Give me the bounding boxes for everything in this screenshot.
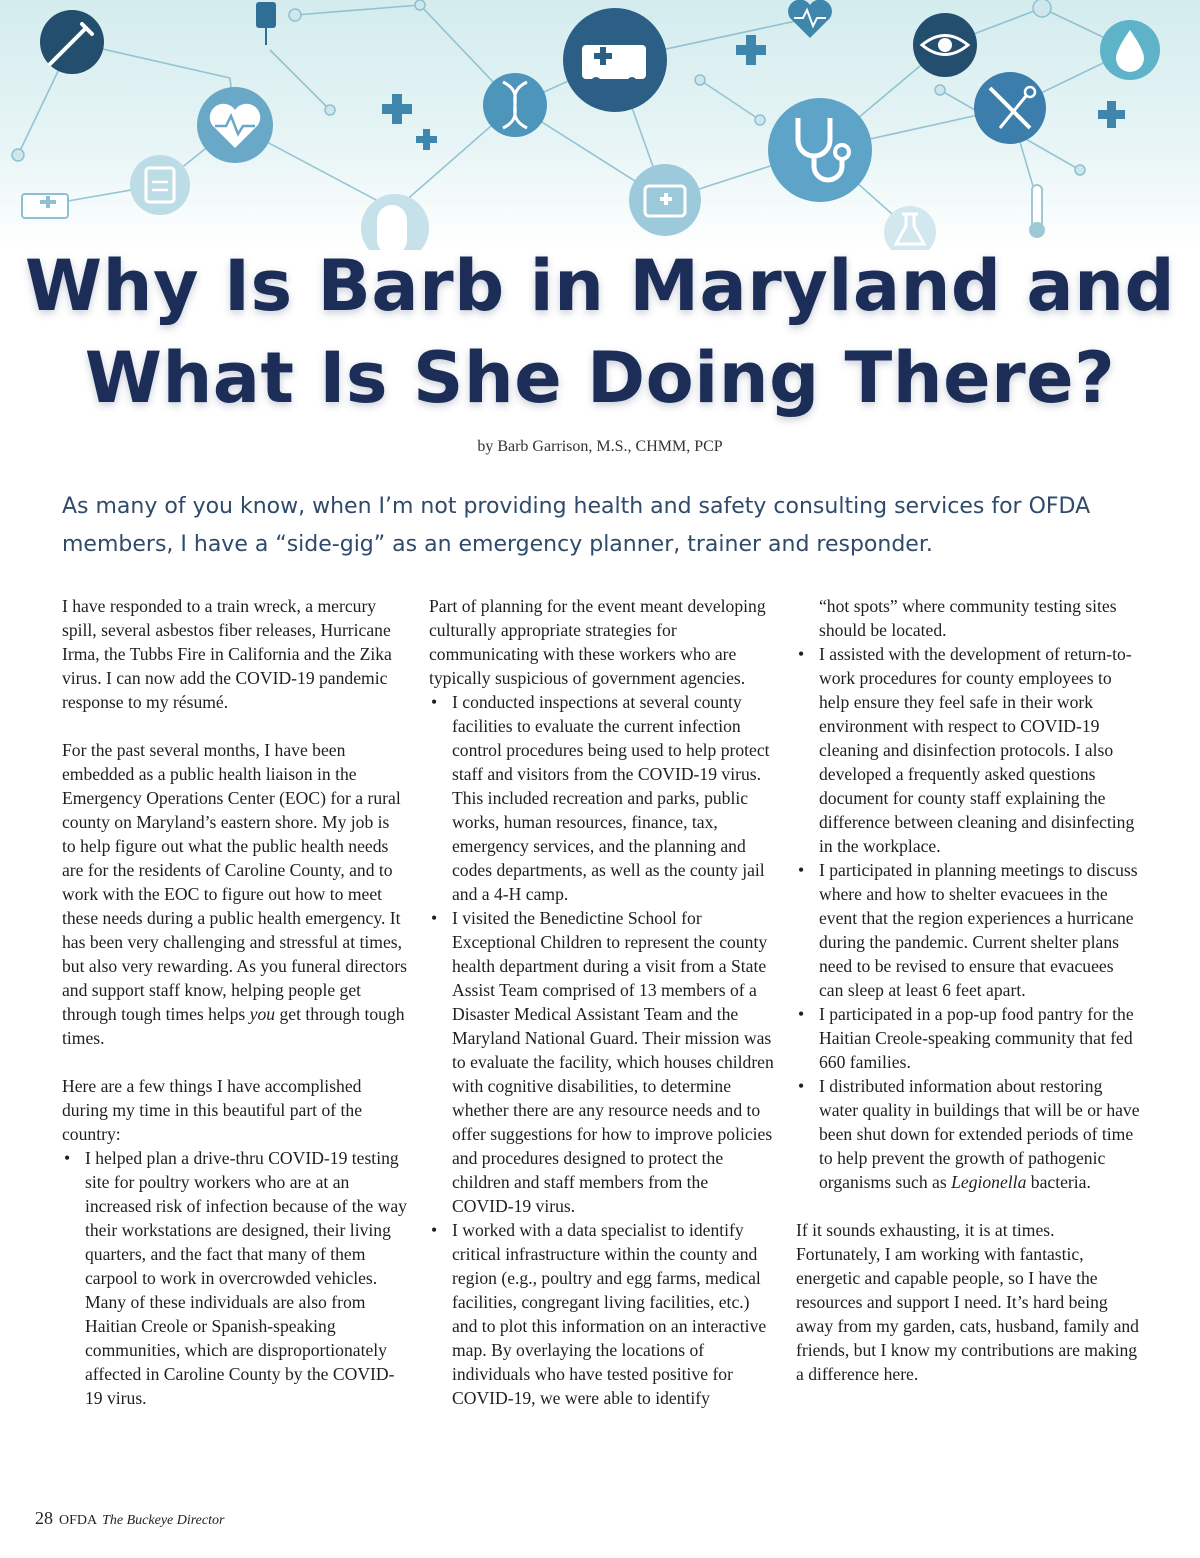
paragraph-2-text: For the past several months, I have been embedded as a public health liaison in the Emergency Operations Center (EOC) for a rural county on Maryland’s eastern shore. My job is to help figure out what the public health needs are for the residents of Caroline County, and to work with the EOC to figure out how to meet these needs during a public health emergency. It has been very challenging and stressful at times, but also very rewarding. As you funeral directors and support staff know, helping people get through tough times helps — [62, 740, 407, 1024]
thermometer-icon — [1029, 185, 1045, 238]
accomplishments-list — [429, 690, 774, 1410]
iv-bag-icon — [256, 2, 276, 45]
header-banner — [0, 0, 1200, 250]
page-number: 28 — [35, 1508, 53, 1528]
list-item-continuation — [796, 594, 1141, 642]
list-item: • I visited the Benedictine School for Exceptional Children to represent the county health department during a visit from a State Assist Team comprised of 13 members of a Disaster Medical Assistant Team and the Maryland National Guard. Their mission was to evaluate the facility, which houses children with cognitive disabilities, to determine whether there are any resource needs and to offer suggestions for how to improve policies and procedures designed to protect the children and staff members from the COVID-19 virus. — [429, 906, 774, 1218]
ambulance-icon — [563, 8, 667, 112]
list-item-continuation: Part of planning for the event meant developing culturally appropriate strategies for communicating with these workers who are typically suspicious of government agencies. — [429, 596, 766, 688]
list-item: • I participated in planning meetings to discuss where and how to shelter evacuees in the event that the region experiences a hurricane during the pandemic. Current shelter plans need to be revised to ensure that evacuees can sleep at least 6 feet apart. — [796, 858, 1141, 1002]
page-footer — [35, 1508, 224, 1529]
footer-org: OFDA — [59, 1513, 98, 1528]
scalpel-scissors-icon — [974, 72, 1046, 144]
intro-paragraph: As many of you know, when I’m not providing health and safety consulting services for OFDA members, I have a “side-gig” as an emergency planner, trainer and responder. — [62, 494, 1091, 557]
dna-icon — [483, 73, 547, 137]
paragraph-2 — [62, 738, 407, 1050]
column-1 — [62, 594, 407, 1410]
footer-publication: The Buckeye Director — [102, 1513, 225, 1528]
list-item: • I participated in a pop-up food pantry for the Haitian Creole-speaking community that fed 660 families. — [796, 1002, 1141, 1074]
clipboard-icon — [130, 155, 190, 215]
paragraph-2-end: get through tough times. — [62, 1004, 405, 1048]
list-item-emphasis: Legionella — [951, 1172, 1027, 1192]
list-item: • I helped plan a drive-thru COVID-19 testing site for poultry workers who are at an increased risk of infection because of the way their workstations are designed, their living quarters, and the fact that many of them carpool to work in overcrowded vehicles. Many of these individuals are also from Haitian Creole or Spanish-speaking communities, which are disproportionately affected in Caroline County by the COVID-19 virus. — [62, 1146, 407, 1410]
ambulance-icon — [22, 194, 68, 218]
heart-monitor-icon — [788, 0, 832, 38]
list-item: • I assisted with the development of return-to-work procedures for county employees to help ensure they feel safe in their work environment with respect to COVID-19 cleaning and disinfection protocols. I also developed a frequently asked questions document for county staff explaining the difference between cleaning and disinfecting in the workplace. — [796, 642, 1141, 858]
column-2 — [429, 594, 774, 1410]
paragraph-2-emphasis: you — [249, 1004, 276, 1024]
water-drop-icon — [1100, 20, 1160, 80]
list-item: • I worked with a data specialist to identify critical infrastructure within the county and region (e.g., poultry and egg farms, medical facilities, congregant living facilities, etc.) and to plot this information on an interactive map. By overlaying the locations of individuals who have tested positive for COVID-19, we were able to identify — [429, 1218, 774, 1410]
medical-kit-icon — [629, 164, 701, 236]
stethoscope-icon — [768, 98, 872, 202]
paragraph-1: I have responded to a train wreck, a mercury spill, several asbestos fiber releases, Hurricane Irma, the Tubbs Fire in California and the Zika virus. I can now add the COVID-19 pandemic response to my résumé. — [62, 596, 392, 712]
article-title — [0, 240, 1200, 424]
list-item-text: I distributed information about restoring water quality in buildings that will be or have been shut down for extended periods of time to help prevent the growth of pathogenic organisms such as — [819, 1076, 1140, 1192]
eye-icon — [913, 13, 977, 77]
closing-paragraph: If it sounds exhausting, it is at times. Fortunately, I am working with fantastic, energetic and capable people, so I have the resources and support I need. It’s hard being away from my garden, cats, husband, family and friends, but I know my contributions are making a difference here. — [796, 1220, 1139, 1384]
heart-pulse-icon — [197, 87, 273, 163]
list-item-end: bacteria. — [1026, 1172, 1091, 1192]
continuation-text: “hot spots” where community testing sites should be located. — [819, 596, 1117, 640]
byline: by Barb Garrison, M.S., CHMM, PCP — [477, 438, 723, 455]
list-item — [796, 1074, 1141, 1194]
paragraph-3: Here are a few things I have accomplished during my time in this beautiful part of the country: — [62, 1076, 363, 1144]
article-title-line-1: Why Is Barb in Maryland and — [24, 245, 1176, 327]
medical-network-illustration — [0, 0, 1200, 250]
syringe-icon — [40, 10, 104, 74]
accomplishments-list — [796, 594, 1141, 1194]
column-3 — [796, 594, 1141, 1410]
list-item: • I conducted inspections at several county facilities to evaluate the current infection control procedures being used to help protect staff and visitors from the COVID-19 virus. This included recreation and parks, public works, human resources, finance, tax, emergency services, and the planning and codes departments, as well as the county jail and a 4-H camp. — [429, 690, 774, 906]
article-title-line-2: What Is She Doing There? — [84, 337, 1116, 419]
accomplishments-list — [62, 1146, 407, 1410]
